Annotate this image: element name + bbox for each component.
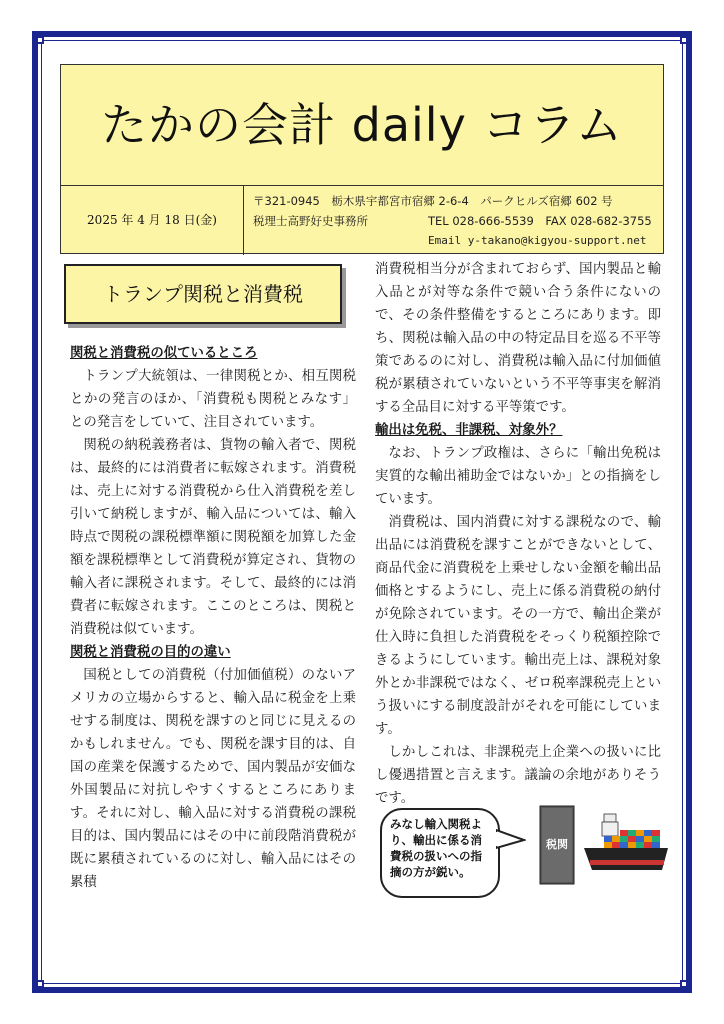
masthead-title: たかの会計 daily コラム [101, 98, 623, 152]
frame-corner [680, 36, 688, 44]
article-title: トランプ関税と消費税 [64, 264, 342, 324]
frame-corner [680, 980, 688, 988]
masthead [60, 64, 664, 254]
customs-door-icon [540, 806, 574, 884]
paragraph: トランプ大統領は、一律関税とか、相互関税とかの発言のほか、「消費税も関税とみなす」との発言をしていて、注目されています。 [70, 369, 356, 430]
office-info [253, 191, 652, 247]
section-heading: 関税と消費税の似ているところ [70, 346, 258, 361]
paragraph: なお、トランプ政権は、さらに「輸出免税は実質的な輸出補助金ではないか」との指摘をしています。 [375, 446, 661, 507]
paragraph: しかしこれは、非課税売上企業への扱いに比し優遇措置と言えます。議論の余地がありそうです。 [375, 745, 661, 806]
frame-corner [36, 980, 44, 988]
customs-label: 税関 [546, 838, 568, 851]
left-column [70, 342, 356, 894]
frame-corner [36, 36, 44, 44]
issue-date: 2025 年 4 月 18 日(金) [87, 213, 217, 227]
right-column [375, 258, 661, 810]
office-email[interactable]: Email y-takano@kigyou-support.net [428, 234, 647, 247]
paragraph: 消費税は、国内消費に対する課税なので、輸出品には消費税を課すことができないとして、商品代金に消費税を上乗せしない金額を輸出品価格とするようにし、売上に係る消費税の納付が免除されています。その一方で、輸出企業が仕入時に負担した消費税をそっくり税額控除できるようにしています。輸出売上は、課税対象外とか非課税ではなく、ゼロ税率課税売上という扱いにする制度設計がそれを可能にしています。 [375, 515, 661, 737]
paragraph: 消費税相当分が含まれておらず、国内製品と輸入品とが対等な条件で競い合う条件にないので、その条件整備をするところにあります。即ち、関税は輸入品の中の特定品目を巡る不平等策であるのに対し、消費税は輸入品に付加価値税が累積されていないという不平等事実を解消する全品目に対する平等策です。 [375, 262, 661, 415]
office-address: 〒321-0945 栃木県宇都宮市宿郷 2-6-4 パークヒルズ宿郷 602 号 [253, 194, 613, 208]
customs-ship-illustration [520, 800, 670, 900]
paragraph: 関税の納税義務者は、貨物の輸入者で、関税は、最終的には消費者に転嫁されます。消費税は、売上に対する消費税から仕入消費税を差し引いて納税しますが、輸入品については、輸入時点で関税の課税標準額に関税額を加算した金額を課税標準として消費税が算定され、貨物の輸入者に課税されます。そして、最終的には消費者に転嫁されます。ここのところは、関税と消費税は似ています。 [70, 438, 356, 637]
office-tel-fax: TEL 028-666-5539 FAX 028-682-3755 [428, 214, 652, 228]
section-heading: 関税と消費税の目的の違い [70, 645, 231, 660]
speech-bubble: みなし輸入関税より、輸出に係る消費税の扱いへの指摘の方が鋭い。 [380, 808, 500, 898]
office-name: 税理士高野好史事務所 [253, 214, 368, 228]
masthead-vdivider [243, 185, 244, 255]
cargo-ship-icon [584, 814, 668, 870]
section-heading: 輸出は免税、非課税、対象外？ [375, 423, 563, 438]
paragraph: 国税としての消費税（付加価値税）のないアメリカの立場からすると、輸入品に税金を上乗せする制度は、関税を課すのと同じに見えるのかもしれません。でも、関税を課す目的は、自国の産業を保護するためで、国内製品が安価な外国製品に対抗しやすくするところにあります。それに対し、輸入品に対する消費税の課税目的は、国内製品にはその中に前段階消費税が既に累積されているのに対し、輸入品にはその累積 [70, 668, 356, 890]
